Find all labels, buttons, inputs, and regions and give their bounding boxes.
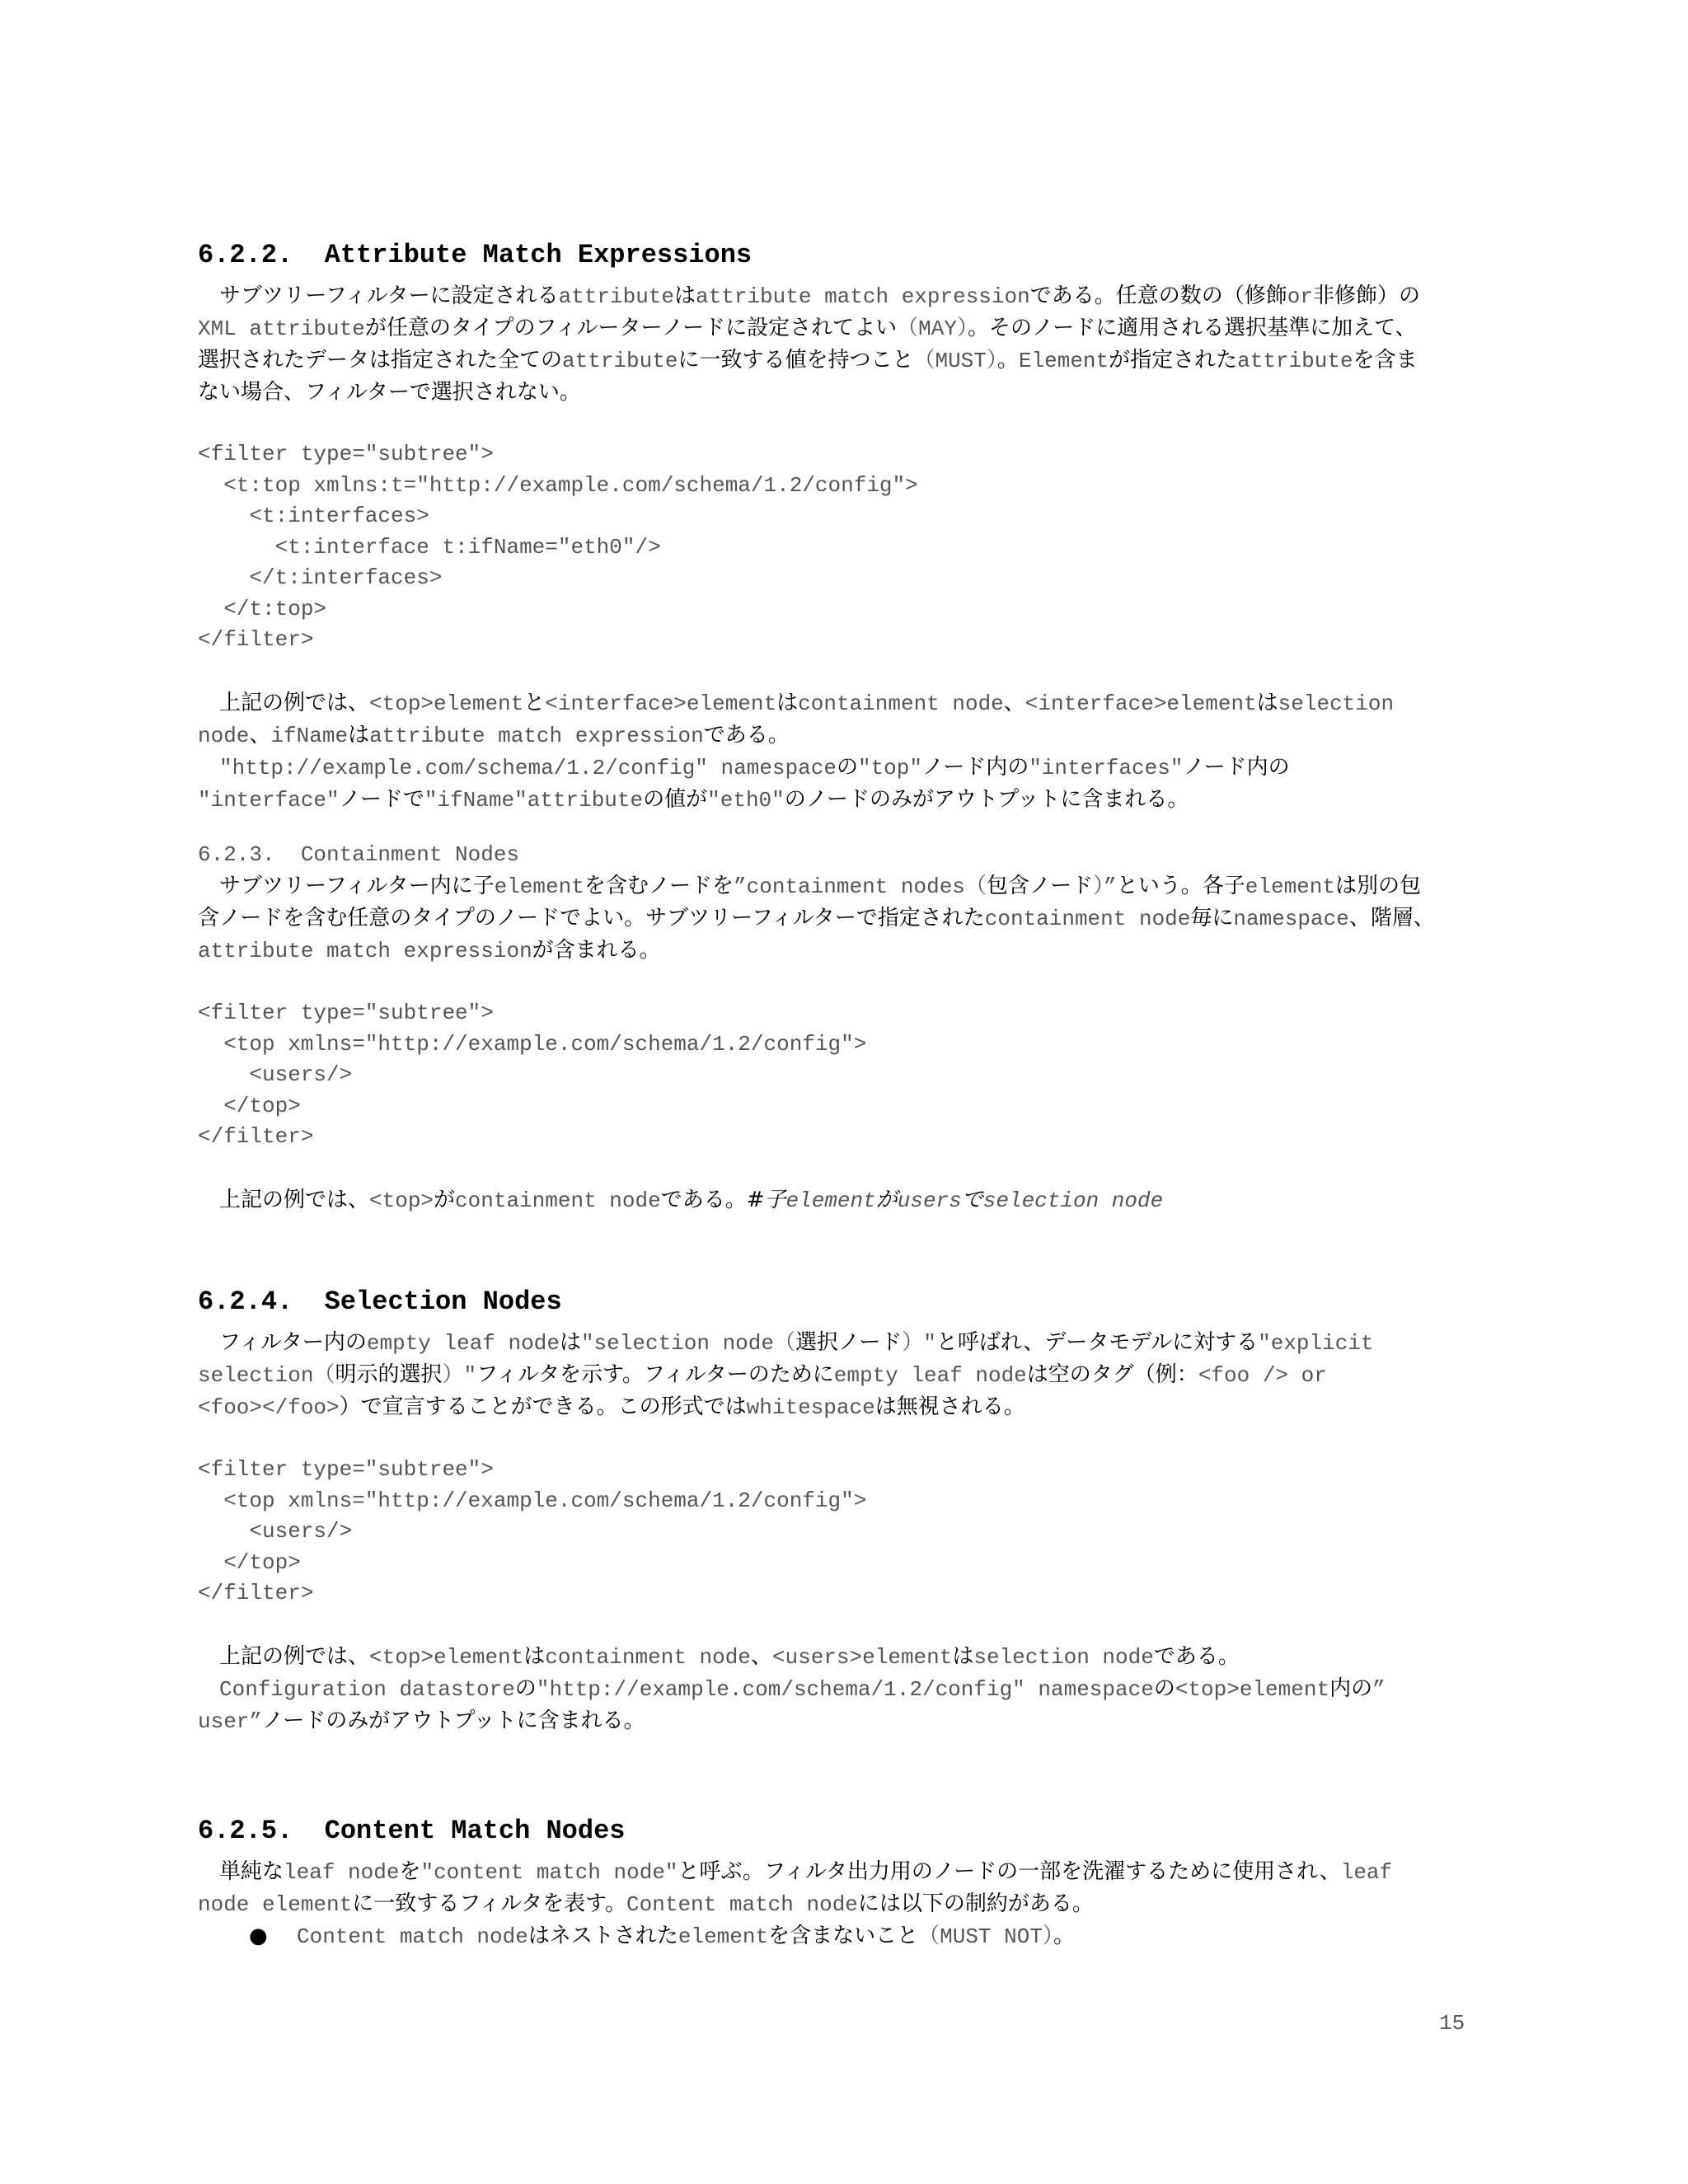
- text-run: に一致するフィルタを表す。: [352, 1891, 627, 1916]
- code-term: "top": [857, 755, 922, 780]
- code-term: attribute match expression: [696, 284, 1030, 309]
- code-term: attribute: [558, 284, 675, 309]
- paragraph: [198, 1856, 1500, 1920]
- code-term: node: [198, 723, 250, 748]
- text-run: は: [559, 1330, 581, 1355]
- section-6-2-5: [198, 1815, 1500, 1952]
- section-6-2-3: [198, 839, 1500, 1216]
- text-run: 上記の例では、: [198, 690, 370, 715]
- code-term: namespace: [1233, 907, 1349, 931]
- paragraph: [198, 280, 1500, 408]
- section-heading-6-2-5: 6.2.5. Content Match Nodes: [198, 1816, 626, 1846]
- text-run: 毎に: [1190, 906, 1234, 930]
- code-term: "content match node": [420, 1860, 678, 1885]
- code-term: <foo></foo>: [198, 1395, 340, 1420]
- code-term: attribute: [1237, 349, 1353, 373]
- text-run: サブツリーフィルター内に子: [198, 874, 495, 898]
- text-run: 、階層、: [1348, 906, 1435, 930]
- text-run: ）で宣言することができる。この形式では: [339, 1394, 747, 1419]
- text-run: はネストされた: [528, 1924, 678, 1948]
- text-run: が任意のタイプのフィルーターノードに設定されてよい: [364, 316, 898, 340]
- code-term: empty leaf node: [833, 1363, 1027, 1388]
- code-term: selection node: [982, 1188, 1164, 1213]
- code-term: selection（: [198, 1363, 335, 1388]
- text-run: ノードのみがアウトプットに含まれる。: [262, 1708, 645, 1733]
- code-term: containment node: [798, 691, 1004, 716]
- code-term: containment node: [455, 1188, 661, 1213]
- text-run: 。そのノードに適用される選択基準に加えて、: [967, 316, 1417, 340]
- code-block: <filter type="subtree"> <top xmlns="http://example.com/schema/1.2/config"> <users/> </top> </filter>: [198, 1001, 867, 1149]
- code-term: （MUST）: [913, 349, 997, 373]
- text-run: 明示的選択: [335, 1362, 443, 1387]
- page-number: 15: [1439, 2011, 1465, 2036]
- text-run: 上記の例では、: [198, 1643, 370, 1669]
- text-run: である。: [660, 1187, 747, 1212]
- code-term: "explicit: [1258, 1331, 1374, 1356]
- text-run: は: [952, 1643, 974, 1669]
- text-run: は: [776, 690, 799, 715]
- text-run: を含むノードを: [584, 874, 734, 898]
- text-run: 選択ノード: [795, 1330, 903, 1355]
- text-run: に一致する値を持つこと: [678, 348, 914, 373]
- code-term: <top>element: [369, 1644, 524, 1670]
- text-run: が指定された: [1109, 348, 1238, 373]
- text-run: で: [961, 1187, 983, 1212]
- text-run: は: [1256, 690, 1278, 715]
- text-run: は別の包: [1334, 874, 1421, 898]
- text-run: である。任意の数の（修飾: [1029, 284, 1287, 308]
- code-term: ”: [1372, 1676, 1386, 1702]
- text-run: が: [434, 1187, 456, 1212]
- code-term: （MAY）: [897, 316, 968, 341]
- code-term: <foo /> or: [1198, 1363, 1327, 1388]
- code-term: <users>element: [771, 1644, 953, 1670]
- code-term: Element: [1018, 349, 1109, 373]
- text-run: ノード内の: [1183, 754, 1290, 780]
- code-term: <top>element: [1175, 1676, 1330, 1702]
- code-term: user”: [198, 1708, 263, 1734]
- text-run: を含ま: [1353, 348, 1418, 373]
- text-run: を: [399, 1859, 421, 1884]
- text-run: である。: [1153, 1643, 1240, 1669]
- code-term: element: [1245, 874, 1335, 899]
- text-run: には以下の制約がある。: [857, 1891, 1094, 1916]
- code-term: ifName: [270, 723, 349, 748]
- code-term: attribute match expression: [198, 939, 532, 963]
- code-term: users: [897, 1188, 962, 1213]
- text-run: フィルター内の: [198, 1330, 367, 1355]
- text-run: 、: [249, 722, 271, 748]
- code-term: "selection node（: [580, 1331, 795, 1356]
- code-term: leaf: [1340, 1860, 1393, 1885]
- text-run: 。: [1053, 1924, 1075, 1948]
- text-run: フィルタを示す。フィルターのために: [476, 1362, 834, 1387]
- text-run: 単純な: [198, 1859, 284, 1884]
- list-item-text: [297, 1924, 1075, 1948]
- text-run: 、: [750, 1643, 772, 1669]
- code-term: or: [1287, 284, 1313, 309]
- text-run: 含ノードを含む任意のタイプのノードでよい。サブツリーフィルターで指定された: [198, 906, 985, 930]
- text-run: と呼ぶ。フィルタ出力用のノードの一部を洗濯するために使用され、: [678, 1859, 1341, 1884]
- code-term: element: [785, 1188, 876, 1213]
- text-run: 上記の例では、: [198, 1187, 370, 1212]
- text-run: [198, 755, 219, 780]
- text-run: の: [836, 754, 858, 780]
- code-term: ”containment nodes（: [734, 874, 987, 899]
- text-run: 非修飾）の: [1312, 284, 1420, 308]
- text-run: という。各子: [1116, 874, 1245, 898]
- text-run: #子: [746, 1187, 786, 1212]
- bullet-list: [198, 1920, 1500, 1952]
- text-run: のノードのみがアウトプットに含まれる。: [784, 786, 1189, 812]
- section-heading-6-2-3: 6.2.3. Containment Nodes: [198, 842, 520, 867]
- code-term: <interface>element: [545, 691, 777, 716]
- text-run: と呼ばれ、データモデルに対する: [935, 1330, 1259, 1355]
- text-run: 内の: [1329, 1675, 1373, 1701]
- code-term: selection: [1278, 691, 1395, 716]
- code-block: <filter type="subtree"> <t:top xmlns:t="http://example.com/schema/1.2/config"> <t:interfaces> <t:interface t:ifName="eth0"/> </t:interfaces> </t:top> </filter>: [198, 442, 918, 652]
- paragraph: [198, 687, 1500, 816]
- text-run: の値が: [643, 786, 708, 812]
- text-run: と: [523, 690, 546, 715]
- text-run: を含まないこと: [768, 1924, 919, 1948]
- code-block: <filter type="subtree"> <top xmlns="http://example.com/schema/1.2/config"> <users/> </top> </filter>: [198, 1457, 867, 1605]
- text-run: は無視される。: [874, 1394, 1025, 1419]
- text-run: [198, 1676, 219, 1701]
- code-term: "eth0": [707, 787, 785, 813]
- section-heading-6-2-2: 6.2.2. Attribute Match Expressions: [198, 240, 753, 270]
- text-run: の: [514, 1675, 537, 1701]
- paragraph: [198, 870, 1500, 967]
- list-item: [198, 1920, 1500, 1952]
- code-term: containment node: [545, 1644, 751, 1670]
- code-term: containment node: [984, 907, 1191, 931]
- code-term: <top>: [369, 1188, 434, 1213]
- text-run: である。: [703, 722, 790, 748]
- text-run: の: [1153, 1675, 1175, 1701]
- text-run: 包含ノード: [986, 874, 1094, 898]
- text-run: 、: [1003, 690, 1025, 715]
- section-6-2-4: [198, 1286, 1500, 1737]
- text-run: は空のタグ（例：: [1026, 1362, 1198, 1387]
- code-term: element: [494, 874, 584, 899]
- paragraph: [198, 1327, 1500, 1423]
- bullet-icon: ●: [249, 1924, 268, 1948]
- code-term: Content match node: [297, 1924, 528, 1949]
- code-term: "interface": [198, 787, 340, 813]
- paragraph: [198, 1641, 1500, 1737]
- text-run: サブツリーフィルターに設定される: [198, 284, 559, 308]
- text-run: ノード内の: [921, 754, 1029, 780]
- code-term: "http://example.com/schema/1.2/config" namespace: [219, 755, 837, 780]
- code-term: "interfaces": [1029, 755, 1184, 780]
- code-term: selection node: [973, 1644, 1154, 1670]
- text-run: 。: [996, 348, 1019, 373]
- code-term: empty leaf node: [366, 1331, 560, 1356]
- code-term: element: [678, 1924, 769, 1949]
- paragraph: [198, 1184, 1500, 1216]
- code-term: "http://example.com/schema/1.2/config" namespace: [536, 1676, 1154, 1702]
- text-run: 選択されたデータは指定された全ての: [198, 348, 563, 373]
- code-term: <interface>element: [1025, 691, 1257, 716]
- code-term: leaf node: [284, 1860, 400, 1885]
- text-run: は: [523, 1643, 546, 1669]
- section-heading-6-2-4: 6.2.4. Selection Nodes: [198, 1286, 562, 1317]
- code-term: Configuration datastore: [219, 1676, 515, 1702]
- section-6-2-2: [198, 239, 1500, 816]
- code-term: <top>element: [369, 691, 524, 716]
- code-term: （MUST NOT）: [918, 1924, 1053, 1949]
- code-term: ）": [902, 1331, 936, 1356]
- text-run: が含まれる。: [532, 938, 661, 963]
- code-term: XML attribute: [198, 316, 365, 341]
- code-term: ）": [442, 1363, 477, 1388]
- code-term: attribute: [562, 349, 678, 373]
- code-term: ）”: [1093, 874, 1117, 899]
- code-term: attribute match expression: [369, 723, 704, 748]
- code-term: "ifName"attribute: [424, 787, 644, 813]
- text-run: は: [674, 284, 696, 308]
- code-term: Content match node: [626, 1892, 858, 1917]
- code-term: node element: [198, 1892, 353, 1917]
- text-run: が: [875, 1187, 898, 1212]
- text-run: ない場合、フィルターで選択されない。: [198, 380, 581, 405]
- text-run: ノードで: [339, 786, 424, 812]
- text-run: は: [348, 722, 370, 748]
- code-term: whitespace: [746, 1395, 875, 1420]
